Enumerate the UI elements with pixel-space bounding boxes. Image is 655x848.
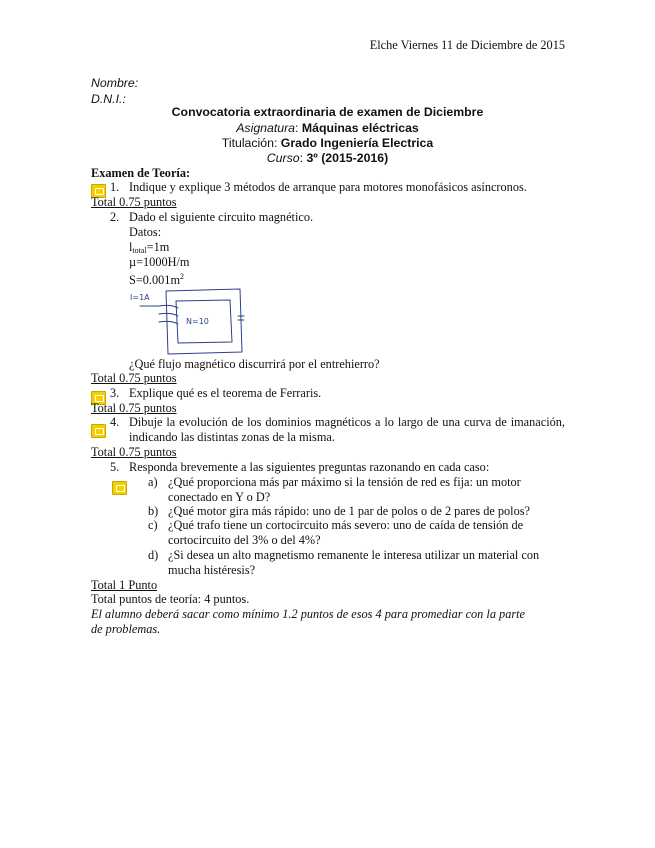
q5-item-c-label: c): [148, 518, 158, 532]
q5-item-b-label: b): [148, 504, 159, 518]
q2-section-sup: 2: [180, 272, 185, 281]
q5-item-c-line1: ¿Qué trafo tiene un cortocircuito más severo: uno de caída de tensión de: [168, 518, 524, 532]
q2-mu: µ=1000H/m: [129, 255, 190, 269]
titulacion-value: Grado Ingeniería Electrica: [280, 136, 434, 150]
curso-value: 3º (2015-2016): [306, 151, 389, 165]
q2-datos-label: Datos:: [129, 225, 162, 239]
q5-total: Total 1 Punto: [91, 578, 158, 592]
q2-text: Dado el siguiente circuito magnético.: [129, 210, 314, 224]
q2-length-value: =1m: [146, 240, 170, 254]
exam-title: Convocatoria extraordinaria de examen de Diciembre: [171, 105, 484, 119]
q4-number: 4.: [110, 415, 120, 429]
q5-item-d-line2: mucha histéresis?: [168, 563, 256, 577]
note-line-1: El alumno deberá sacar como mínimo 1.2 puntos de esos 4 para promediar con la parte: [91, 607, 525, 621]
magnetic-circuit-sketch: [126, 286, 246, 358]
titulacion-line: [0, 136, 655, 151]
coil-turns: [159, 305, 178, 324]
q5-item-a-label: a): [148, 475, 158, 489]
q4-text: Dibuje la evolución de los dominios magnéticos a lo largo de una curva de imanación, indicando las distintas zonas de la misma.: [129, 415, 565, 444]
q3-number: 3.: [110, 386, 120, 400]
asignatura-line: Asignatura: Máquinas eléctricas: [236, 121, 419, 135]
sketch-current-label: I=1A: [130, 293, 150, 302]
q5-item-d-label: d): [148, 548, 159, 562]
q2-number: 2.: [110, 210, 120, 224]
curso-line: Curso: 3º (2015-2016): [266, 151, 389, 165]
asignatura-label: Asignatura: [236, 121, 296, 135]
q1-text: Indique y explique 3 métodos de arranque para motores monofásicos asíncronos.: [129, 180, 527, 194]
q5-item-a-line1: ¿Qué proporciona más par máximo si la tensión de red es fija: un motor: [168, 475, 521, 489]
note-line-2: de problemas.: [91, 622, 161, 636]
total-theory-points: Total puntos de teoría: 4 puntos.: [91, 592, 250, 606]
nombre-label: Nombre:: [91, 76, 139, 90]
comment-icon[interactable]: [91, 424, 106, 438]
sketch-turns-label: N=10: [186, 317, 209, 326]
q5-item-b-line1: ¿Qué motor gira más rápido: uno de 1 par de polos o de 2 pares de polos?: [168, 504, 530, 518]
titulacion-label: Titulación:: [221, 136, 278, 150]
curso-label: Curso: [266, 151, 300, 165]
q3-text: Explique qué es el teorema de Ferraris.: [129, 386, 322, 400]
asignatura-value: Máquinas eléctricas: [301, 121, 419, 135]
q2-total: Total 0.75 puntos: [91, 371, 177, 385]
q5-item-a-line2: conectado en Y o D?: [168, 490, 271, 504]
q5-text: Responda brevemente a las siguientes preguntas razonando en cada caso:: [129, 460, 490, 474]
q4-total: Total 0.75 puntos: [91, 445, 177, 459]
q2-length-symbol: l: [129, 240, 133, 254]
q1-number: 1.: [110, 180, 120, 194]
q2-section-value: S=0.001m: [129, 273, 181, 287]
section-title: Examen de Teoría:: [91, 166, 191, 180]
q1-total: Total 0.75 puntos: [91, 195, 177, 209]
q2-length-sub: total: [132, 246, 147, 255]
q3-total: Total 0.75 puntos: [91, 401, 177, 415]
date-line: Elche Viernes 11 de Diciembre de 2015: [369, 38, 565, 52]
q5-number: 5.: [110, 460, 120, 474]
comment-icon[interactable]: [112, 481, 127, 495]
q2-question: ¿Qué flujo magnético discurrirá por el entrehierro?: [129, 357, 380, 371]
q5-item-d-line1: ¿Si desea un alto magnetismo remanente le interesa utilizar un material con: [168, 548, 540, 562]
q5-item-c-line2: cortocircuito del 3% o del 4%?: [168, 533, 321, 547]
dni-label: D.N.I.:: [91, 92, 126, 106]
